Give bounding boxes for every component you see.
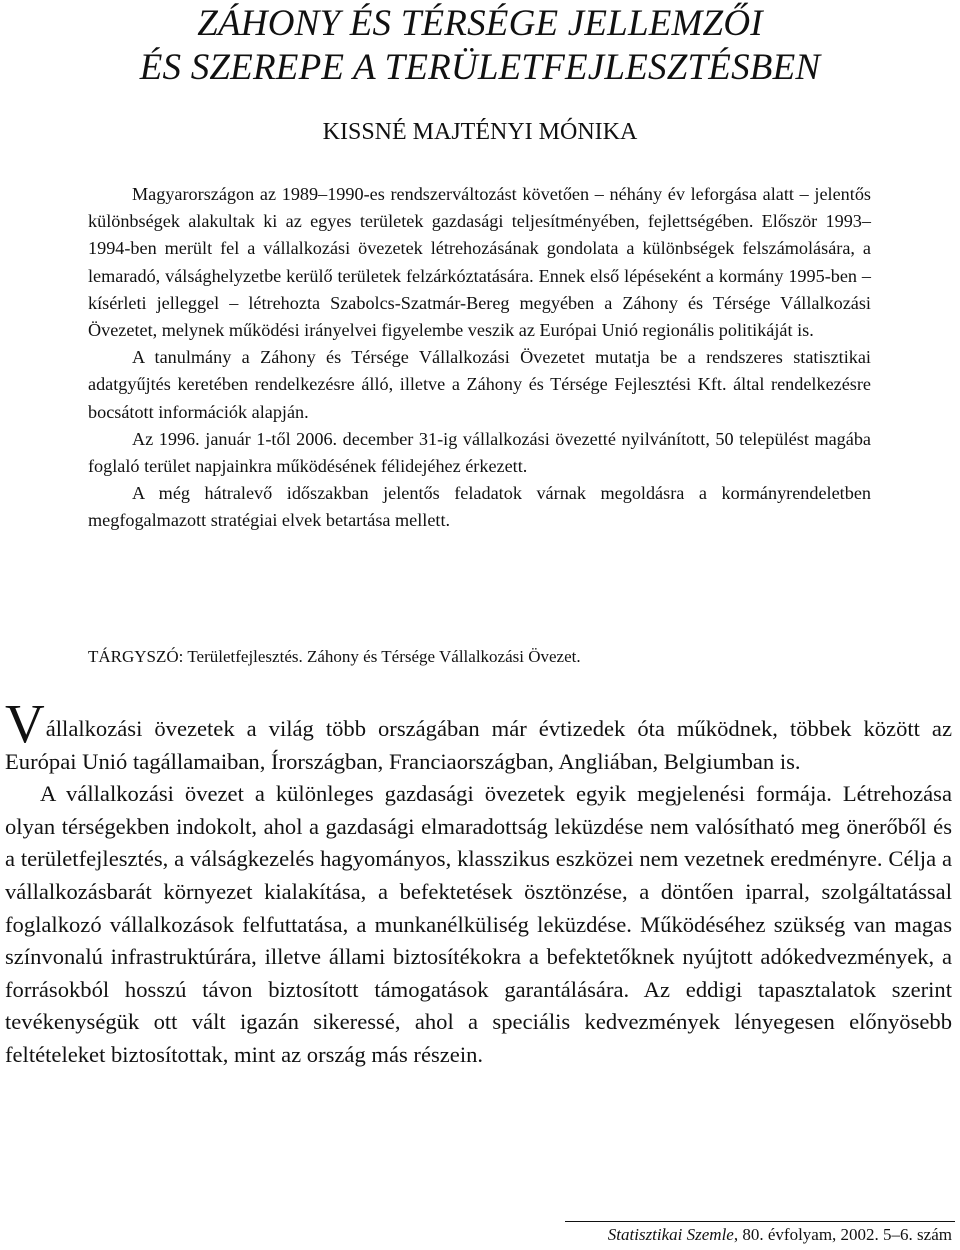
journal-name: Statisztikai Szemle xyxy=(607,1225,734,1244)
drop-cap: V xyxy=(5,693,45,754)
author-name: KISSNÉ MAJTÉNYI MÓNIKA xyxy=(322,119,638,145)
abstract-paragraph: A tanulmány a Záhony és Térsége Vállalkozási Övezetet mutatja be a rendszeres statisztikai adatgyűjtés keretében rendelkezésre álló, illetve a Záhony és Térsége Fejlesztési Kft. által rendelkezésre bocsátott információk alapján. xyxy=(88,347,871,422)
keywords-line: TÁRGYSZÓ: Területfejlesztés. Záhony és Térsége Vállalkozási Övezet. xyxy=(88,647,581,666)
body-text xyxy=(5,693,952,1072)
page-footer xyxy=(608,1223,952,1247)
body-paragraph-1 xyxy=(5,693,952,778)
article-title xyxy=(0,2,960,90)
article-title-line-2: ÉS SZEREPE A TERÜLETFEJLESZTÉSBEN xyxy=(139,47,821,88)
journal-issue: , 80. évfolyam, 2002. 5–6. szám xyxy=(733,1225,952,1244)
abstract-paragraph: Magyarországon az 1989–1990-es rendszerváltozást követően – néhány év leforgása alatt – jelentős különbségek alakultak ki az egyes területek gazdasági teljesítményében, fejlettségében. Először 1993–1994-ben merült fel a vállalkozási övezetek létrehozásának gondolata a különbségek felszámolására, a lemaradó, válsághelyzetbe kerülő területek felzárkóztatására. Ennek első lépéseként a kormány 1995-ben – kísérleti jelleggel – létrehozta Szabolcs-Szatmár-Bereg megyében a Záhony és Térsége Vállalkozási Övezetet, melynek működési irányelvei figyelembe veszik az Európai Unió regionális politikáját is. xyxy=(88,184,871,341)
footer-rule xyxy=(565,1221,955,1222)
abstract-paragraph: A még hátralevő időszakban jelentős feladatok várnak megoldásra a kormányrendeletben megfogalmazott stratégiai elvek betartása mellett. xyxy=(88,483,871,531)
abstract-paragraph: Az 1996. január 1-től 2006. december 31-ig vállalkozási övezetté nyilvánított, 50 települést magába foglaló terület napjainkra működésének félidejéhez érkezett. xyxy=(88,428,871,477)
article-title-line-1: ZÁHONY ÉS TÉRSÉGE JELLEMZŐI xyxy=(197,3,763,44)
abstract xyxy=(88,181,871,535)
body-paragraph-2: A vállalkozási övezet a különleges gazdasági övezetek egyik megjelenési formája. Létrehozása olyan térségekben indokolt, ahol a gazdasági elmaradottság leküzdése nem valósítható meg önerőből és a területfejlesztés, a válságkezelés hagyományos, klasszikus eszközei nem vezetnek eredményre. Célja a vállalkozásbarát környezet kialakítása, a befektetések ösztönzése, a döntően iparral, szolgáltatással foglalkozó vállalkozások felfuttatása, a munkanélküliség leküzdése. Működéséhez szükség van magas színvonalú infrastruktúrára, illetve állami biztosítékokra a befektetőknek nyújtott adókedvezmények, a forrásokból hosszú távon biztosított támogatások garantálására. Az eddigi tapasztalatok szerint tevékenységük ott vált igazán sikeressé, ahol a speciális kedvezmények lényegesen előnyösebb feltételeket biztosítottak, mint az ország más részein. xyxy=(5,781,952,1067)
body-paragraph-1-text: állalkozási övezetek a világ több országában már évtizedek óta működnek, többek között az Európai Unió tagállamaiban, Írországban, Franciaországban, Angliában, Belgiumban is. xyxy=(5,716,952,774)
